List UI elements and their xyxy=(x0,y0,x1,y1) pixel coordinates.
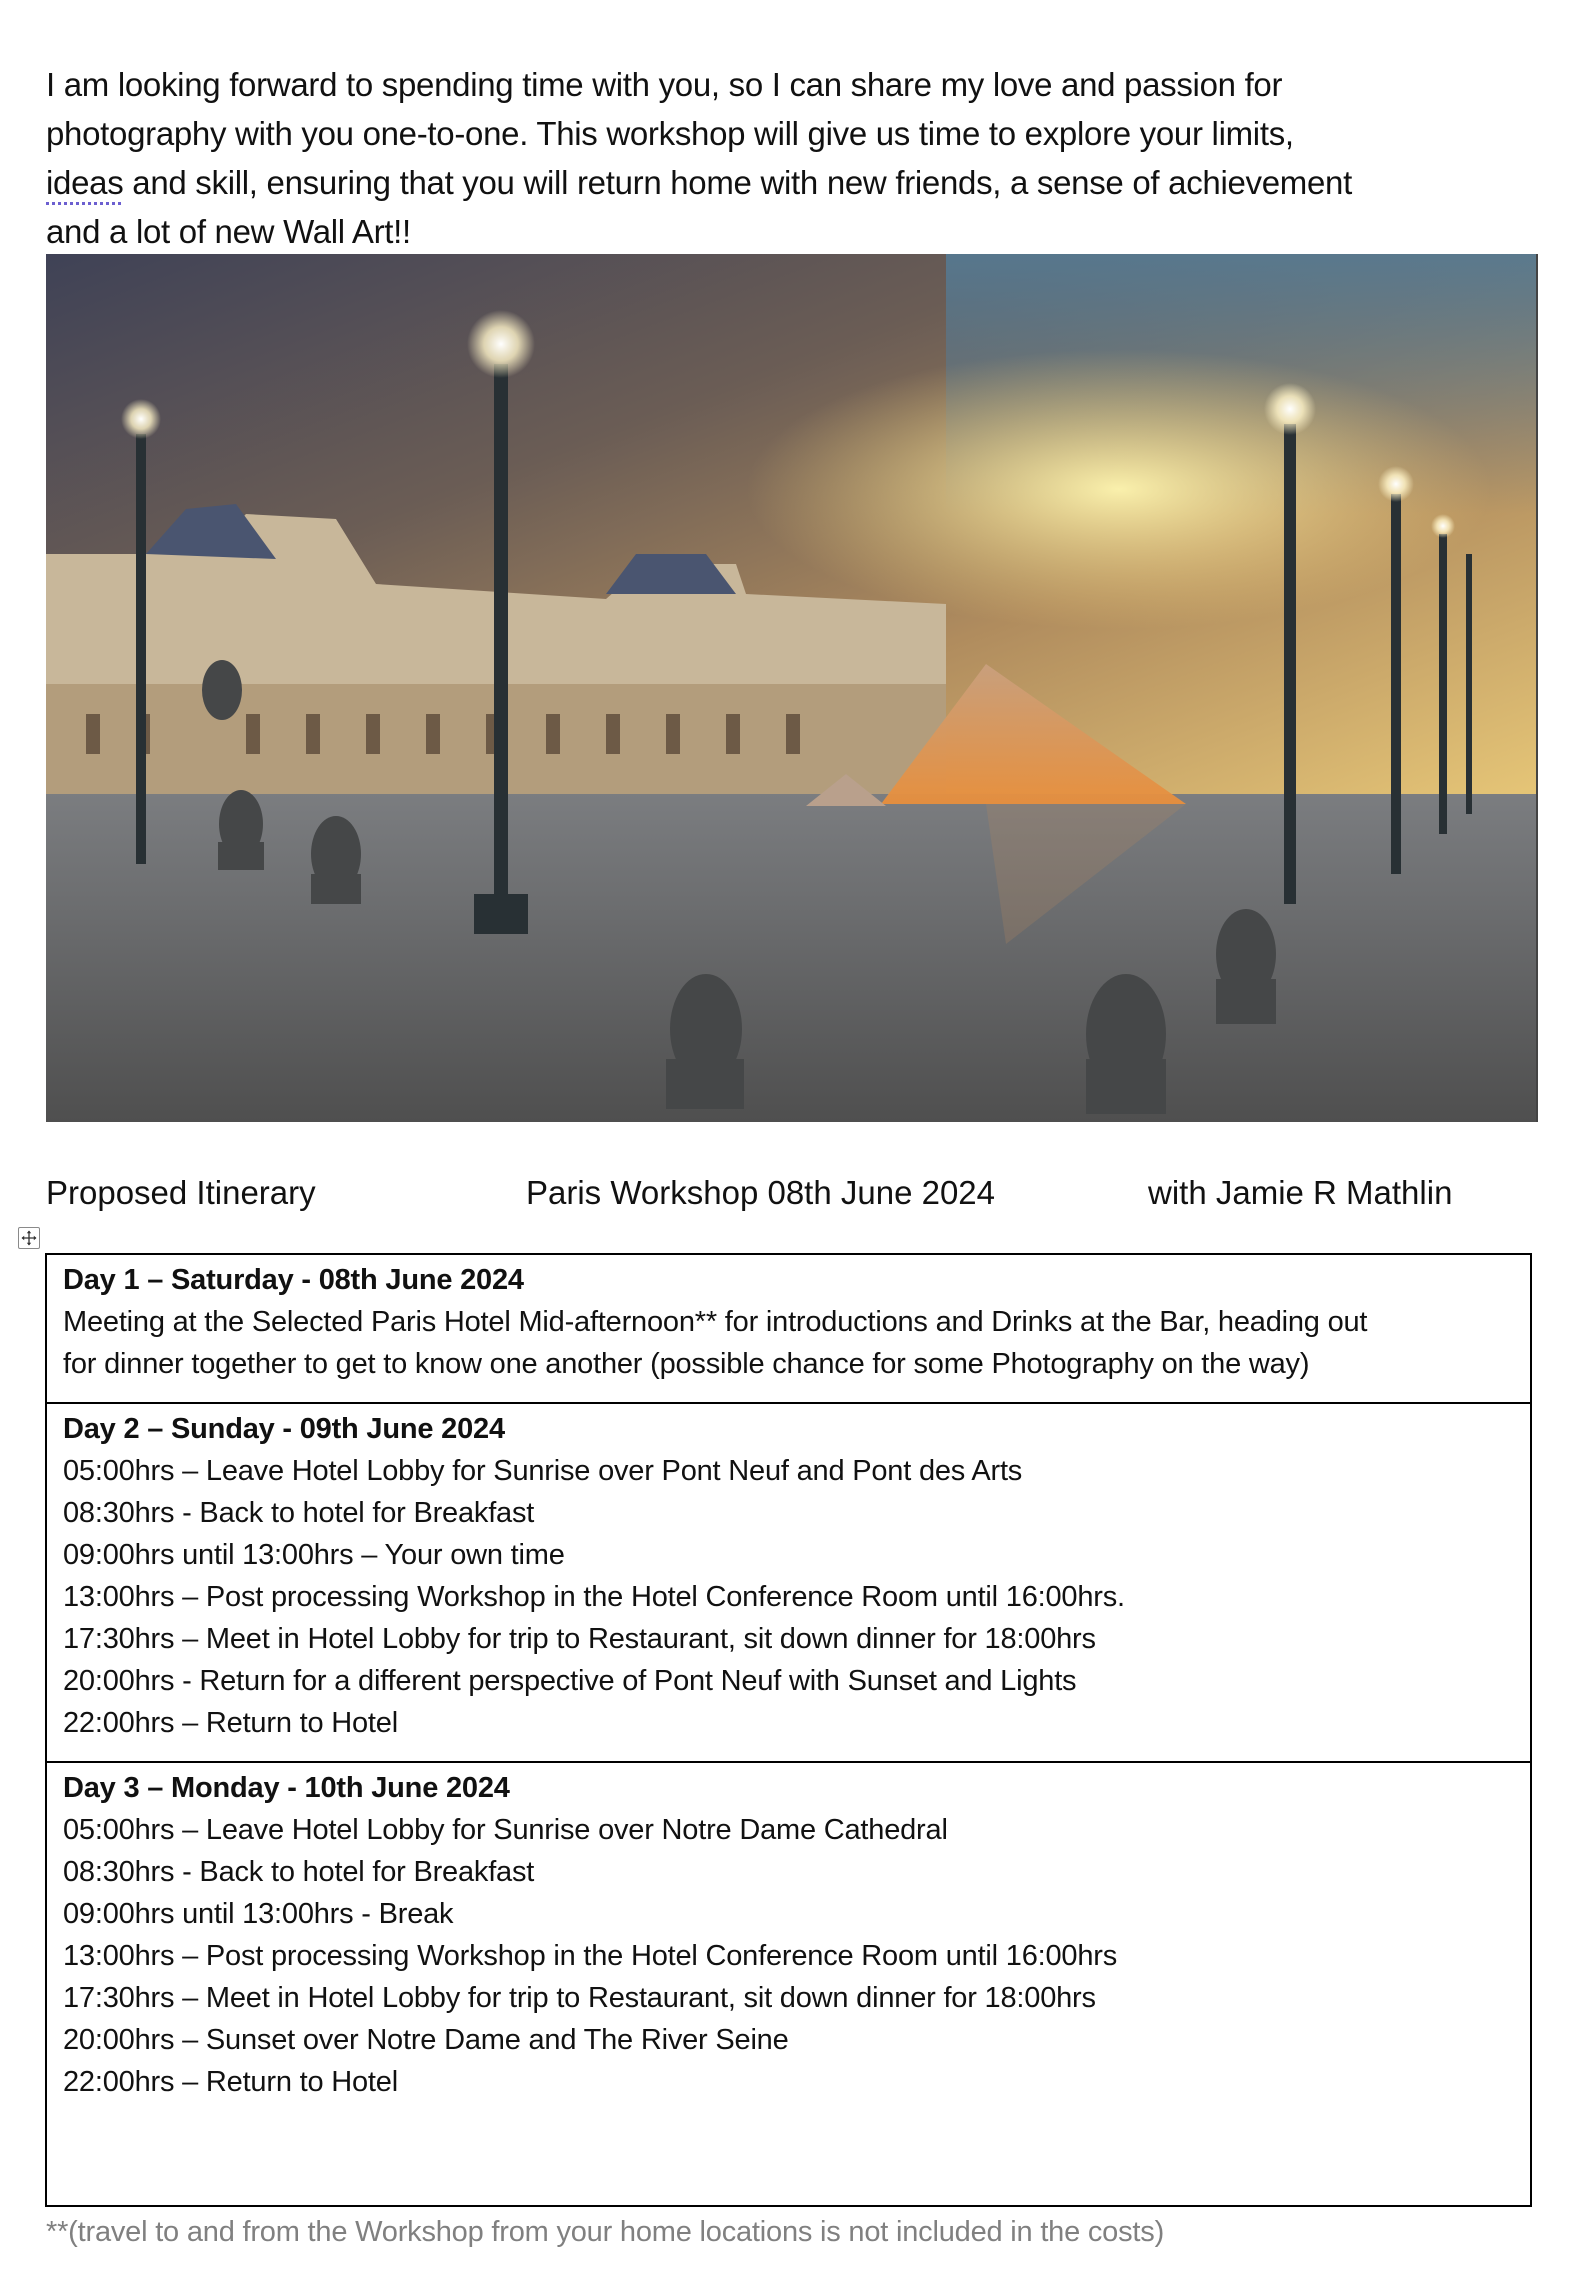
louvre-pyramid-image xyxy=(46,254,1536,1122)
heading-workshop-title: Paris Workshop 08th June 2024 xyxy=(526,1174,996,1211)
intro-line: and a lot of new Wall Art!! xyxy=(46,213,411,250)
louvre-photo[interactable] xyxy=(46,254,1538,1122)
table-row-day-2 xyxy=(46,1403,1531,1762)
intro-paragraph xyxy=(46,60,1546,256)
spellcheck-flagged-word[interactable]: ideas xyxy=(46,164,124,201)
intro-line: photography with you one-to-one. This workshop will give us time to explore your limits, xyxy=(46,115,1294,152)
day-title: Day 1 – Saturday - 08th June 2024 xyxy=(63,1264,524,1296)
day-cell[interactable] xyxy=(46,1403,1531,1762)
schedule-line: 20:00hrs - Return for a different perspective of Pont Neuf with Sunset and Lights xyxy=(63,1665,1077,1697)
move-arrows-icon xyxy=(21,1230,37,1246)
itinerary-table xyxy=(45,1253,1532,2207)
schedule-line: 17:30hrs – Meet in Hotel Lobby for trip to Restaurant, sit down dinner for 18:00hrs xyxy=(63,1623,1096,1655)
table-row-day-1 xyxy=(46,1254,1531,1403)
schedule-line: 13:00hrs – Post processing Workshop in the Hotel Conference Room until 16:00hrs. xyxy=(63,1581,1125,1613)
day-line: Meeting at the Selected Paris Hotel Mid-afternoon** for introductions and Drinks at the Bar, heading out xyxy=(63,1306,1368,1338)
schedule-line: 09:00hrs until 13:00hrs – Your own time xyxy=(63,1539,565,1571)
day-title: Day 3 – Monday - 10th June 2024 xyxy=(63,1772,510,1804)
schedule-line: 05:00hrs – Leave Hotel Lobby for Sunrise over Notre Dame Cathedral xyxy=(63,1814,948,1846)
schedule-line: 08:30hrs - Back to hotel for Breakfast xyxy=(63,1856,535,1888)
schedule-line: 20:00hrs – Sunset over Notre Dame and The River Seine xyxy=(63,2024,789,2056)
table-row-day-3 xyxy=(46,1762,1531,2206)
day-title: Day 2 – Sunday - 09th June 2024 xyxy=(63,1413,505,1445)
schedule-line: 22:00hrs – Return to Hotel xyxy=(63,2066,398,2098)
intro-line: I am looking forward to spending time with you, so I can share my love and passion for xyxy=(46,66,1283,103)
heading-proposed-itinerary: Proposed Itinerary xyxy=(46,1174,316,1211)
day-cell[interactable] xyxy=(46,1254,1531,1403)
day-line: for dinner together to get to know one another (possible chance for some Photography on the way) xyxy=(63,1348,1310,1380)
schedule-line: 09:00hrs until 13:00hrs - Break xyxy=(63,1898,454,1930)
schedule-line: 17:30hrs – Meet in Hotel Lobby for trip to Restaurant, sit down dinner for 18:00hrs xyxy=(63,1982,1096,2014)
schedule-line: 08:30hrs - Back to hotel for Breakfast xyxy=(63,1497,535,1529)
schedule-line: 22:00hrs – Return to Hotel xyxy=(63,1707,398,1739)
heading-host: with Jamie R Mathlin xyxy=(1148,1174,1453,1211)
itinerary-heading xyxy=(46,1168,1546,1218)
day-cell[interactable] xyxy=(46,1762,1531,2206)
schedule-line: 13:00hrs – Post processing Workshop in the Hotel Conference Room until 16:00hrs xyxy=(63,1940,1118,1972)
table-move-handle[interactable] xyxy=(18,1227,40,1249)
intro-line: and skill, ensuring that you will return home with new friends, a sense of achievement xyxy=(123,164,1352,201)
schedule-line: 05:00hrs – Leave Hotel Lobby for Sunrise over Pont Neuf and Pont des Arts xyxy=(63,1455,1023,1487)
travel-costs-footnote: **(travel to and from the Workshop from your home locations is not included in the costs) xyxy=(46,2216,1165,2248)
